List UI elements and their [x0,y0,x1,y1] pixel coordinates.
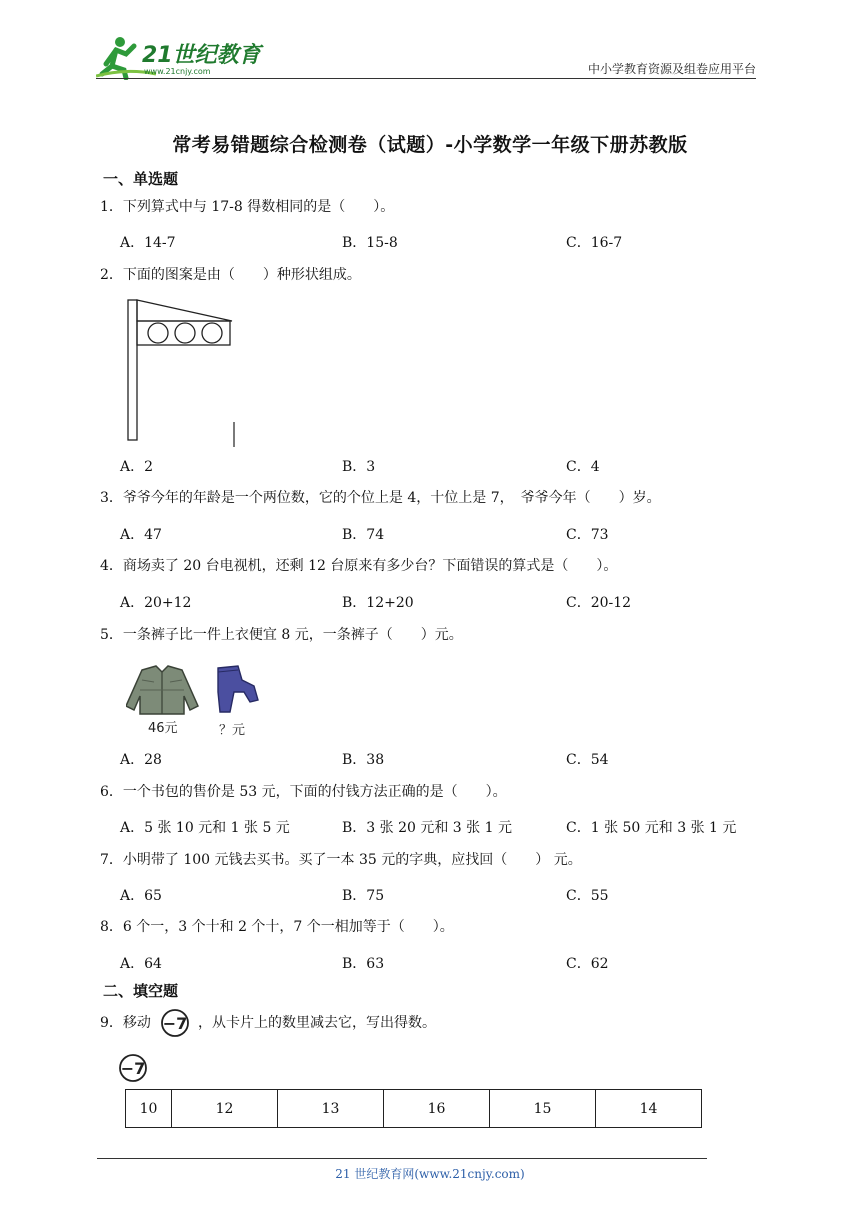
card-cell: 13 [278,1090,384,1128]
q3-option-b: B．74 [342,527,385,543]
card-cell: 16 [384,1090,490,1128]
svg-text:21世纪教育: 21世纪教育 [142,43,261,68]
site-logo [96,34,266,80]
footer-text: 21 世纪教育网(www.21cnjy.com) [335,1167,525,1181]
question-3: 3．爷爷今年的年龄是一个两位数，它的个位上是 4，十位上是 7， 爷爷今年（ ）岁。 [100,490,661,506]
pants-icon [218,666,258,712]
question-1: 1．下列算式中与 17-8 得数相同的是（ ）。 [100,199,395,215]
card-cell: 12 [172,1090,278,1128]
question-7: 7．小明带了 100 元钱去买书。买了一本 35 元的字典，应找回（ ） 元。 [100,852,582,868]
section-heading-fill-blank: 二、填空题 [103,982,179,1000]
clothing-figure [126,662,266,742]
svg-text:www.21cnjy.com: www.21cnjy.com [144,67,211,76]
header-divider [96,78,756,79]
q6-option-a: A．5 张 10 元和 1 张 5 元 [120,820,290,836]
question-2: 2．下面的图案是由（ ）种形状组成。 [100,267,361,283]
q2-option-c: C．4 [566,459,600,475]
question-9-suffix: ，从卡片上的数里减去它，写出得数。 [198,1015,436,1031]
q8-option-a: A．64 [120,956,162,972]
q5-option-b: B．38 [342,752,385,768]
card-cell: 10 [126,1090,172,1128]
q1-option-b: B．15-8 [342,235,398,251]
q7-option-c: C．55 [566,888,609,904]
section-heading-single-choice: 一、单选题 [103,170,179,188]
q4-option-b: B．12+20 [342,595,414,611]
question-4: 4．商场卖了 20 台电视机，还剩 12 台原来有多少台？下面错误的算式是（ ）。 [100,558,618,574]
q3-option-c: C．73 [566,527,609,543]
svg-text:−7: −7 [120,1059,146,1078]
q2-option-a: A．2 [120,459,154,475]
q6-option-c: C．1 张 50 元和 3 张 1 元 [566,820,737,836]
number-card-table [125,1089,702,1128]
circle-1 [148,323,168,343]
q2-option-b: B．3 [342,459,376,475]
flag-rectangle [137,321,230,345]
question-9-prefix: 9．移动 [100,1015,151,1031]
jacket-icon [126,666,198,714]
minus-seven-badge [118,1053,150,1083]
q7-option-a: A．65 [120,888,162,904]
q5-option-c: C．54 [566,752,609,768]
minus-seven-badge-inline [160,1008,192,1038]
q4-option-a: A．20+12 [120,595,192,611]
header-platform-text: 中小学教育资源及组卷应用平台 [587,62,756,76]
svg-text:？元: ？元 [219,723,246,738]
q3-option-a: A．47 [120,527,162,543]
question-6: 6．一个书包的售价是 53 元，下面的付钱方法正确的是（ ）。 [100,784,507,800]
flag-pattern-figure [120,295,250,450]
q8-option-b: B．63 [342,956,385,972]
pole-rectangle [128,300,137,440]
q5-option-a: A．28 [120,752,162,768]
circle-3 [202,323,222,343]
card-cell: 15 [490,1090,596,1128]
q4-option-c: C．20-12 [566,595,632,611]
footer-divider [97,1158,707,1159]
flag-triangle [137,300,232,321]
q1-option-a: A．14-7 [120,235,176,251]
card-cell: 14 [596,1090,702,1128]
svg-text:46元: 46元 [148,721,178,736]
circle-2 [175,323,195,343]
q1-option-c: C．16-7 [566,235,623,251]
q6-option-b: B．3 张 20 元和 3 张 1 元 [342,820,512,836]
question-5: 5．一条裤子比一件上衣便宜 8 元，一条裤子（ ）元。 [100,627,463,643]
question-8: 8．6 个一，3 个十和 2 个十，7 个一相加等于（ ）。 [100,919,454,935]
q7-option-b: B．75 [342,888,385,904]
q8-option-c: C．62 [566,956,609,972]
page-title: 常考易错题综合检测卷（试题）-小学数学一年级下册苏教版 [172,134,688,156]
svg-text:−7: −7 [162,1014,188,1033]
